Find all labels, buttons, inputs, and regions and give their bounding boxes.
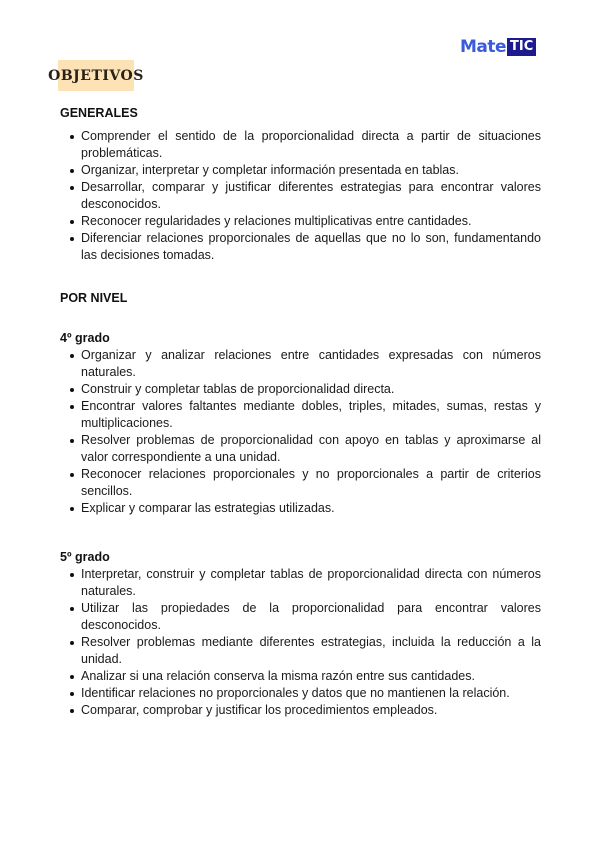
list-item: Analizar si una relación conserva la misma razón entre sus cantidades. — [60, 668, 541, 685]
logo-box-text: TIC — [507, 38, 536, 56]
list-item: Identificar relaciones no proporcionales y datos que no mantienen la relación. — [60, 685, 541, 702]
objetivos-tag — [48, 60, 144, 91]
list-item: Reconocer regularidades y relaciones multiplicativas entre cantidades. — [60, 213, 541, 230]
list-item: Resolver problemas mediante diferentes estrategias, incluida la reducción a la unidad. — [60, 634, 541, 668]
list-item: Desarrollar, comparar y justificar diferentes estrategias para encontrar valores desconocidos. — [60, 179, 541, 213]
logo-text: Mate — [460, 37, 507, 57]
list-item: Resolver problemas de proporcionalidad con apoyo en tablas y aproximarse al valor correspondiente a una unidad. — [60, 432, 541, 466]
generales-heading: GENERALES — [60, 106, 138, 120]
por-nivel-heading: POR NIVEL — [60, 291, 128, 305]
grado5-list — [60, 566, 541, 719]
list-item: Organizar, interpretar y completar información presentada en tablas. — [60, 162, 541, 179]
grado5-heading: 5º grado — [60, 550, 110, 564]
list-item: Interpretar, construir y completar tablas de proporcionalidad directa con números naturales. — [60, 566, 541, 600]
list-item: Construir y completar tablas de proporcionalidad directa. — [60, 381, 541, 398]
objetivos-title: OBJETIVOS — [48, 67, 144, 84]
list-item: Organizar y analizar relaciones entre cantidades expresadas con números naturales. — [60, 347, 541, 381]
list-item: Utilizar las propiedades de la proporcionalidad para encontrar valores desconocidos. — [60, 600, 541, 634]
grado4-heading: 4º grado — [60, 331, 110, 345]
list-item: Diferenciar relaciones proporcionales de aquellas que no lo son, fundamentando las decisiones tomadas. — [60, 230, 541, 264]
list-item: Comparar, comprobar y justificar los procedimientos empleados. — [60, 702, 541, 719]
list-item: Reconocer relaciones proporcionales y no proporcionales a partir de criterios sencillos. — [60, 466, 541, 500]
generales-list — [60, 128, 541, 264]
list-item: Comprender el sentido de la proporcionalidad directa a partir de situaciones problemáticas. — [60, 128, 541, 162]
matetic-logo — [460, 37, 536, 57]
grado4-list — [60, 347, 541, 517]
list-item: Encontrar valores faltantes mediante dobles, triples, mitades, sumas, restas y multiplicaciones. — [60, 398, 541, 432]
list-item: Explicar y comparar las estrategias utilizadas. — [60, 500, 541, 517]
